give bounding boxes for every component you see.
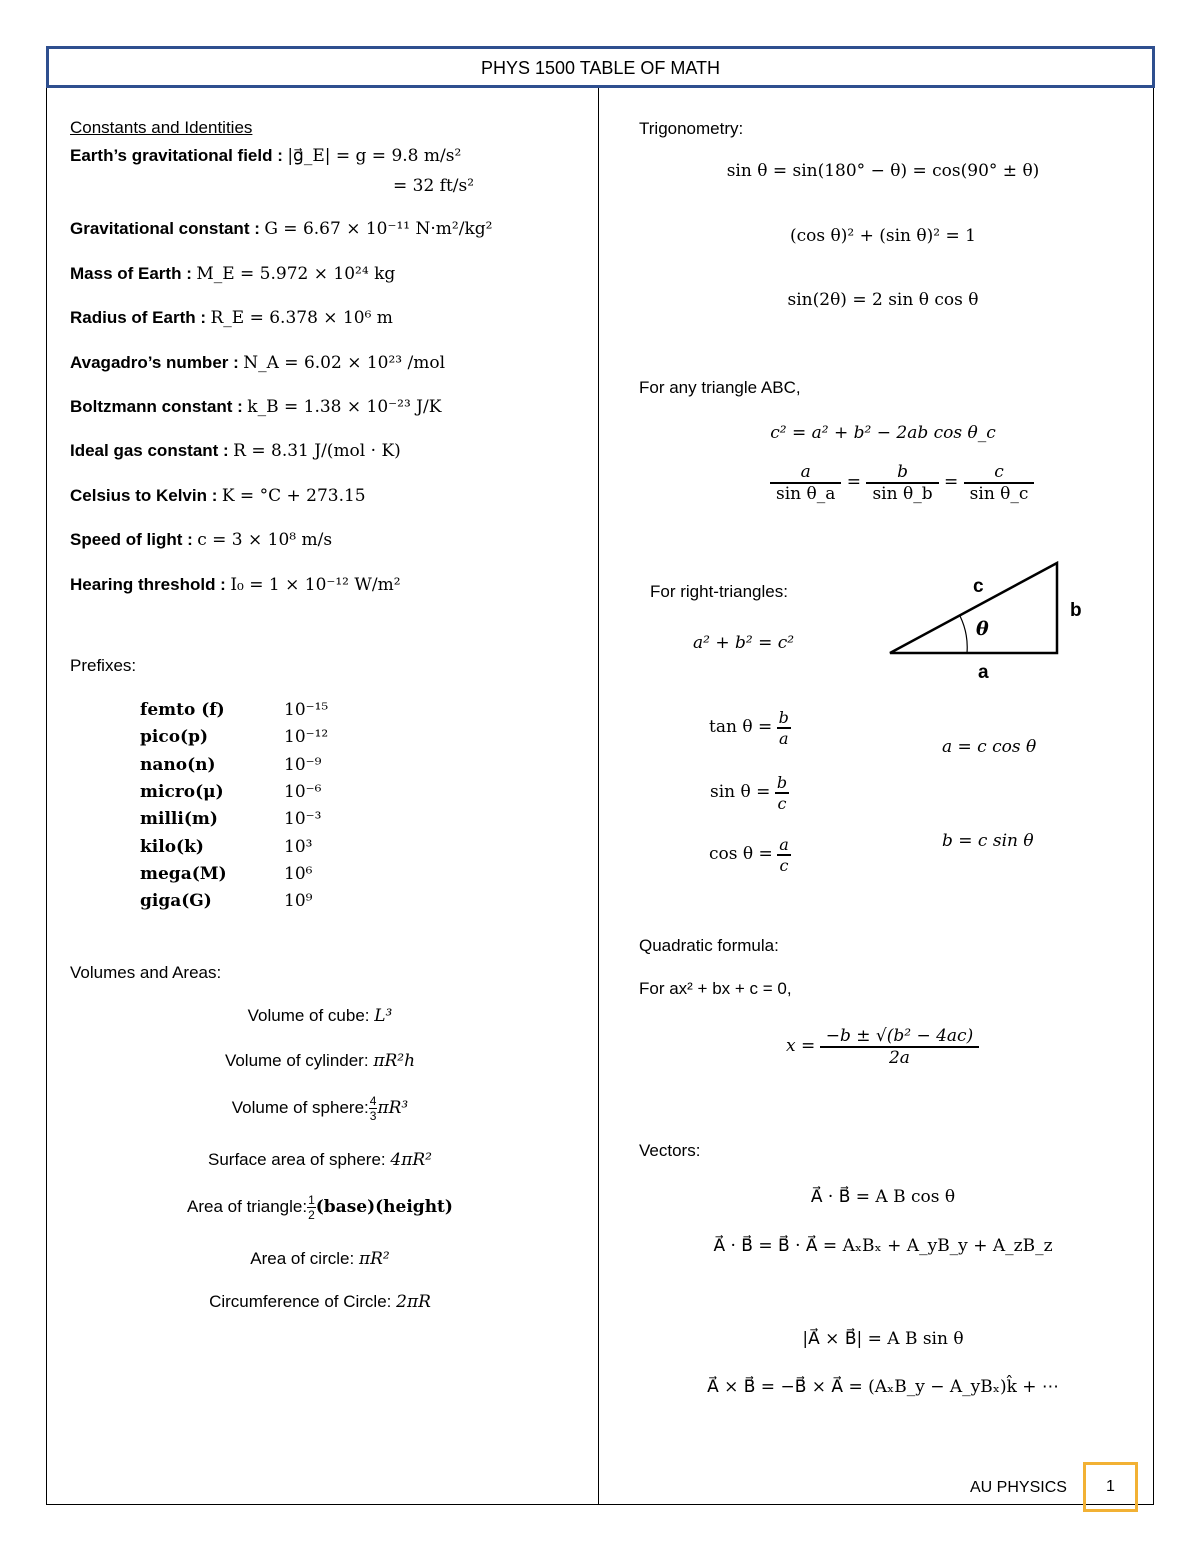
constant-label: Speed of light :	[70, 530, 193, 549]
prefix-name: giga(G)	[140, 891, 212, 911]
hypotenuse-label: c	[973, 576, 984, 597]
triangle-heading: For any triangle ABC,	[639, 378, 801, 397]
fraction-denominator: 2a	[888, 1048, 910, 1068]
right-triangle-diagram	[880, 556, 1100, 686]
volume-label: Area of circle:	[250, 1249, 355, 1268]
quadratic-lhs: x =	[786, 1036, 816, 1057]
cross-product-components: A⃗ × B⃗ = −B⃗ × A⃗ = (AₓB_y − A_yBₓ)k̂ + ⋯	[707, 1377, 1059, 1397]
constant-label: Radius of Earth :	[70, 308, 207, 327]
prefix-name: pico(p)	[140, 727, 209, 747]
constant-label: Mass of Earth :	[70, 264, 192, 283]
volume-expr: πR²	[358, 1249, 390, 1269]
angle-arc	[960, 616, 967, 653]
fraction-denominator: a	[779, 729, 789, 748]
page-number: 1	[1083, 1462, 1138, 1512]
trig-identity-3: sin(2θ) = 2 sin θ cos θ	[787, 290, 979, 310]
fraction-numerator: 1	[308, 1193, 315, 1207]
column-divider	[598, 88, 599, 1505]
constant-value: I₀ = 1 × 10⁻¹² W/m²	[230, 575, 401, 595]
constant-row	[70, 146, 461, 166]
volume-label: Volume of sphere:	[231, 1097, 369, 1117]
fraction-denominator: sin θ_c	[969, 484, 1029, 504]
law-of-sines: $\frac{a}{\text{sin θ\_a}}$ = $\frac{b}{\text{sin θ\_b}}$ = $\frac{c}{\text{sin θ\_c}}$	[770, 462, 1000, 504]
cos-ratio	[709, 835, 791, 875]
constant-value: M_E = 5.972 × 10²⁴ kg	[196, 264, 396, 284]
vectors-heading: Vectors:	[639, 1141, 701, 1160]
quadratic-formula	[786, 1026, 979, 1068]
fraction-numerator: c	[964, 462, 1035, 484]
fraction-numerator: 4	[369, 1094, 377, 1108]
quadratic-condition: For ax² + bx + c = 0,	[639, 979, 792, 998]
dot-product-components: A⃗ · B⃗ = B⃗ · A⃗ = AₓBₓ + A_yB_y + A_zB_z	[713, 1236, 1053, 1256]
ratio-lhs: tan θ =	[709, 717, 773, 738]
constant-label: Hearing threshold :	[70, 575, 226, 594]
prefix-value: 10⁶	[284, 864, 313, 884]
volume-expr: (base)(height)	[315, 1196, 453, 1217]
constant-value: |g⃗_E| = g = 9.8 m/s²	[287, 146, 462, 166]
volume-expr: 4πR²	[390, 1150, 432, 1170]
volume-label: Volume of cylinder:	[224, 1051, 369, 1070]
right-triangle-heading: For right-triangles:	[650, 582, 788, 601]
fraction-denominator: c	[779, 856, 789, 875]
fraction-numerator: a	[770, 462, 841, 484]
prefix-value: 10⁹	[284, 891, 313, 911]
constant-value: G = 6.67 × 10⁻¹¹ N·m²/kg²	[264, 219, 493, 239]
prefix-name: milli(m)	[140, 809, 218, 829]
volume-row	[70, 1150, 570, 1170]
dot-product-magnitude: A⃗ · B⃗ = A B cos θ	[810, 1187, 956, 1207]
volume-row	[70, 1292, 570, 1312]
volume-label: Surface area of sphere:	[207, 1150, 386, 1169]
fraction	[820, 1026, 980, 1068]
footer-label: AU PHYSICS	[970, 1479, 1067, 1496]
prefixes-heading: Prefixes:	[70, 656, 137, 675]
fraction-denominator: c	[777, 794, 787, 813]
volume-expr: 2πR	[396, 1292, 431, 1312]
fraction-denominator: 3	[369, 1109, 377, 1123]
fraction	[866, 462, 938, 504]
prefix-value: 10⁻⁶	[284, 782, 322, 802]
prefix-value: 10³	[284, 837, 313, 857]
volume-expr: L³	[374, 1006, 393, 1026]
fraction	[964, 462, 1035, 504]
volume-row	[70, 1094, 570, 1123]
volume-label: Circumference of Circle:	[209, 1292, 392, 1311]
fraction	[777, 835, 791, 875]
constant-row	[70, 441, 401, 461]
fraction-numerator: −b ± √(b² − 4ac)	[820, 1026, 980, 1048]
constant-label: Boltzmann constant :	[70, 397, 243, 416]
constant-row	[70, 353, 445, 373]
constant-row	[70, 264, 395, 284]
fraction-denominator: 2	[308, 1208, 315, 1222]
prefix-name: mega(M)	[140, 864, 227, 884]
ratio-lhs: sin θ =	[710, 782, 771, 803]
volume-row	[70, 1193, 570, 1222]
constant-value-alt: = 32 ft/s²	[393, 176, 475, 196]
law-of-cosines: c² = a² + b² − 2ab cos θ_c	[770, 423, 996, 443]
prefix-value: 10⁻¹⁵	[284, 700, 329, 720]
fraction-denominator: sin θ_b	[872, 484, 933, 504]
constant-row	[70, 397, 441, 417]
pythagorean-theorem: a² + b² = c²	[693, 633, 795, 653]
volume-label: Area of triangle:	[187, 1196, 308, 1216]
trig-heading: Trigonometry:	[639, 119, 744, 138]
prefix-value: 10⁻¹²	[284, 727, 329, 747]
volume-expr: πR³	[377, 1097, 409, 1118]
fraction-denominator: sin θ_a	[776, 484, 836, 504]
constants-heading: Constants and Identities	[70, 118, 253, 137]
fraction	[770, 462, 841, 504]
constant-row	[70, 219, 492, 239]
constant-row	[70, 486, 366, 506]
opposite-label: b	[1070, 600, 1082, 621]
fraction	[775, 773, 789, 813]
fraction-numerator: a	[779, 835, 789, 854]
volume-row	[70, 1006, 570, 1026]
volumes-heading: Volumes and Areas:	[70, 963, 222, 982]
volume-expr: πR²h	[373, 1051, 416, 1071]
constant-value: K = °C + 273.15	[221, 486, 366, 506]
volume-row	[70, 1249, 570, 1269]
fraction	[777, 708, 791, 748]
constant-value: c = 3 × 10⁸ m/s	[197, 530, 333, 550]
prefix-name: micro(μ)	[140, 782, 224, 802]
quadratic-heading: Quadratic formula:	[639, 936, 779, 955]
adjacent-label: a	[978, 662, 989, 683]
constant-value: R = 8.31 J/(mol · K)	[233, 441, 401, 461]
tan-ratio	[709, 708, 791, 748]
prefix-value: 10⁻⁹	[284, 755, 322, 775]
prefix-name: nano(n)	[140, 755, 216, 775]
constant-row	[70, 530, 332, 550]
angle-label: θ	[976, 618, 989, 640]
constant-label: Ideal gas constant :	[70, 441, 229, 460]
fraction-numerator: b	[866, 462, 938, 484]
b-equation: b = c sin θ	[942, 831, 1034, 851]
trig-identity-2: (cos θ)² + (sin θ)² = 1	[790, 226, 976, 246]
prefix-value: 10⁻³	[284, 809, 322, 829]
constant-value: R_E = 6.378 × 10⁶ m	[210, 308, 393, 328]
fraction-numerator: b	[778, 708, 789, 727]
fraction-numerator: b	[776, 773, 788, 792]
prefix-name: femto (f)	[140, 700, 225, 720]
constant-label: Celsius to Kelvin :	[70, 486, 218, 505]
fraction	[307, 1193, 316, 1222]
prefix-name: kilo(k)	[140, 837, 204, 857]
volume-row	[70, 1051, 570, 1071]
constant-label: Gravitational constant :	[70, 219, 260, 238]
constant-label: Avagadro’s number :	[70, 353, 239, 372]
sin-ratio	[710, 773, 789, 813]
constant-row	[70, 308, 393, 328]
page-title: PHYS 1500 TABLE OF MATH	[46, 46, 1155, 88]
constant-label: Earth’s gravitational field :	[70, 146, 283, 165]
trig-identity-1: sin θ = sin(180° − θ) = cos(90° ± θ)	[726, 161, 1040, 181]
ratio-lhs: cos θ =	[709, 844, 773, 865]
a-equation: a = c cos θ	[942, 737, 1037, 757]
cross-product-magnitude: |A⃗ × B⃗| = A B sin θ	[802, 1329, 964, 1349]
constant-row	[70, 575, 401, 595]
volume-label: Volume of cube:	[247, 1006, 370, 1025]
constant-value: k_B = 1.38 × 10⁻²³ J/K	[247, 397, 442, 417]
constant-value: N_A = 6.02 × 10²³ /mol	[243, 353, 446, 373]
